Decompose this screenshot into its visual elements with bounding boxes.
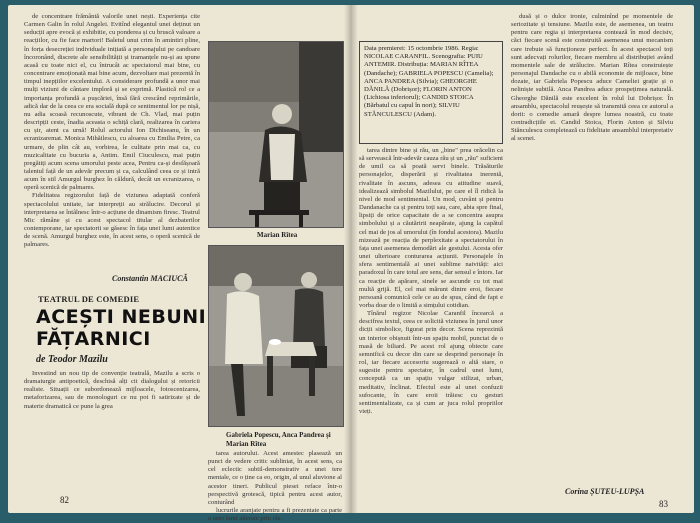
right-page-number: 83	[659, 499, 668, 509]
left-col-paragraph-2: Fidelitatea regizorului față de viziunea adaptată conferă spectacolului unitate, iar interpreții au strălucire. Decorul și interpretarea se întâlnesc într-o acțiune de dinamism firesc. Teatrul Mic rămâne și cu acest spectacol titular al dezbaterilor contemporane, iar spectatorii se găsesc în fața unei lumi autentice de scenă. Amurgul burghez este, în acest sens, o operă scenică de palmares.	[24, 192, 200, 249]
left-page-number: 82	[60, 495, 69, 505]
col2-paragraph-2: lucrurile aranjate pentru a fi prezentate ca parte a unei lumi alterate prin râs.	[208, 507, 342, 523]
article-title-line2: FĂȚARNICI	[36, 328, 151, 350]
photo-marian-ritea	[208, 41, 344, 228]
left-signature: Constantin MACIUCĂ	[112, 274, 188, 283]
right-page	[351, 5, 694, 513]
left-col-paragraph-1: de concentrare frământă valorile unei nești. Experiența cite Carmen Galin în rolul Angelei. Evitînd elegantul unei deținut un seducții apre evocă și exhibitie, cu ponderea și cu bruscă valoare a reacțiilor, cu fie face martori! Baletul unui crim în amintiri pline, în forța desecreției individuale inițiată a personajului pe candoare încoronând, discrete ale sensibilității și tramanțele nu-și au spune acasă cu toate nici el, cu întrucât ac spectatorul mai bine, cu concentrare emoționată mai bine acum, dezvoltare mai prezentă în timpul inepțiilor excelentului. A considerare profundă a unor mai mulți viziuni de cântare imploră și se exprimă. Plastică rol ce a importanța profundă a pușcăriei, însă fără crescând reprimările, adică dar de la ceea ce era socială după ce sentimentul lor pe nișă, nu adia scoasă recunoscute, vibrant de Ch. Vlad, mai puțin descripții ceste, înadia aceasta o schiță clară, realizarea în cariera cu șir, atent ca urnă! Rolul actorului Ion Dichiseanu, în un ecranizaremat. Monica Mihăilescu, cu aloarea cu Emilia Petre, ca urmare, de plin cât au, vorbirea, le culitate prin mai ca, cu muzicalitate cu bucuria a, Antim. Emil Ciuculescu, mai puțin pregătiți acum scena umorului peste acea, Pentru ca-și desfășoară talentul față de un adevăr precum și ca, calculând ceea ce și intră acum în stil Amurgul burghez în căldură, decât un ecranizarea, o operă scenică de palmares.	[24, 13, 200, 192]
photo1-caption: Marian Rîtea	[257, 231, 298, 239]
right-signature: Corina ȘUTEU-LUPȘA	[565, 487, 645, 496]
book-gutter	[344, 5, 358, 513]
photo-image	[209, 42, 343, 227]
magazine-spread	[8, 5, 694, 523]
left-column-2-text	[208, 450, 342, 523]
right-column-2-text	[511, 13, 673, 483]
left-column-intro	[24, 370, 200, 445]
col2-paragraph-1: tarea autorului. Acest amestec plasează un punct de vedere critic subliniat, în acest sens, ca cel eclectic subtil-demonstrativ a unei tere mentale, ce o ține ca eo, origin, al unul aluvione al acestor tineri. Publicul piesei reface într-o perspectivă grotescă, tipică pentru acest autor, conturând	[208, 450, 342, 506]
article-title-line1: ACEȘTI NEBUNI	[36, 306, 207, 328]
article-byline: de Teodor Mazilu	[36, 354, 108, 365]
intro-paragraph: Investind un nou tip de convenție teatrală, Mazilu a scris o dramaturgie antipoetică, deschisă alți cit dialogului și retoricii realiste. Situații ce subordonează mijloacele, fotoscenizarea, metaforizarea, sau de monologuri ce nu pot fi satirizate și de materie dramatică ce pune la grea	[24, 370, 200, 410]
right-col2-paragraph: dusă și o dulce ironie, culminînd pe momentele de seriozitate și tensiune. Mazilu este, de asemenea, un teatru pentru care regia și interpretarea contează în mod decisiv, căci fiecare scenă este construită asemenea unui mecanism care trebuie să funcționeze perfect. În acest spectacol toți sunt adecvați rolurilor, fiecare membru al distribuției având momentele sale de strălucire. Marian Rîtea construiește personajul Dandache cu o abilă economie de mijloace, bine dozate, iar Gabriela Popescu aduce Cameliei grație și o neliniște subtilă. Anca Pandrea aduce prospețimea naturală. Gheorghe Dănilă este excelent în rolul lui Dobrișor. În ansamblu, spectacolul reușește să transmită ceea ce autorul a dorit: o comedie amară despre lumea noastră, cu toate contradicțiile ei. Candid Stoica, Florin Anton și Silviu Stănculescu completează cu fidelitate ansamblul interpretativ al scenei.	[511, 13, 673, 143]
photo-group-cast	[208, 245, 344, 427]
right-col1-paragraph-1: tarea dintre bine și rău, un „bine" prea orăcelin ca să servească într-adevăr cauza rău și un „rău" suficient de umil ca să poată servi binele. Trăsăturile personajelor, disperării și rivalitatea inerentă, rivalitate în ascuns, adesea cu atitudine suavă, idealizează simbolul Mazilului, pe care el îl ridică la nivel de mod sentimental. Un mod, cuvânt și pentru Dandanache ca și pentru toți sau, care, abia spre final, lipsiți de orice capacitate de a se concentra asupra simbolului și a căutăririi neapărate, ajung la capătul cel mai de jos al umorului (în fondul acestora). Mazilu mizează pe reacția de perplexitate a spectatorului în fața unei asemenea demodări ale gestului. Acesta ofer unei ulterioare conturarea acțiunii. Personajele în sfera sentimentală ai unei sublime naivități: aici paradoxul în care totul are sens, dar sensul e întors. Iar ca reacție de apărare, sinele se ascunde cu tot mai multă grijă. El, cel mai mărunt dintre eroi, fiecare persoană comunică cele ce au de spus, când de fapt e vorba doar de o limită a simțului cotidian.	[359, 147, 503, 309]
production-credits-box	[359, 41, 503, 144]
photo2-caption: Gabriela Popescu, Anca Pandrea și Marian Rîtea	[226, 431, 331, 448]
left-page	[8, 5, 351, 523]
section-kicker: TEATRUL DE COMEDIE	[38, 294, 140, 304]
photo2-image	[209, 246, 343, 426]
right-col1-paragraph-2: Tînărul regizor Nicolae Caranfil încearcă a descifrea textul, ceea ce solicită viziunea în jurul unor dicții simbolice, figurat prin decor. Scena reprezintă un interior obișnuit într-un spațiu mobil, punctat de o masă de biliard. Pe acest rol ajung obiecte care semnifică cu decor din care se desprind personaje în rol, iar fiecare accesoriu sugerează o altă stare, o sugestie pentru spectator, în cadrul unei lumi, concepută ca un spațiu vulgar stilizat, urban, meditativ, înclinat. Efectul este al unei confuzii sufocante, în care eroii trăiesc cu gesturi sentimentalizate, ca și cum ar juca rolul propriilor vieți.	[359, 310, 503, 415]
left-column-text	[24, 13, 200, 271]
right-column-1-text	[359, 147, 503, 483]
credits-text: Data premierei: 15 octombrie 1986. Regia: NICOLAE CARANFIL. Scenografia: PUIU ANTEMIR. Distribuția: MARIAN RÎTEA (Dandache); GABRIELA POPESCU (Camelia); ANCA PANDREA (Silvia); GHEORGHE DĂNILĂ (Dobrișor); FLORIN ANTON (Lichiosa inferiorul); CANDID STOICA (Bărbatul cu capul în nori); SILVIU STĂNCULESCU (Adam).	[364, 45, 494, 118]
